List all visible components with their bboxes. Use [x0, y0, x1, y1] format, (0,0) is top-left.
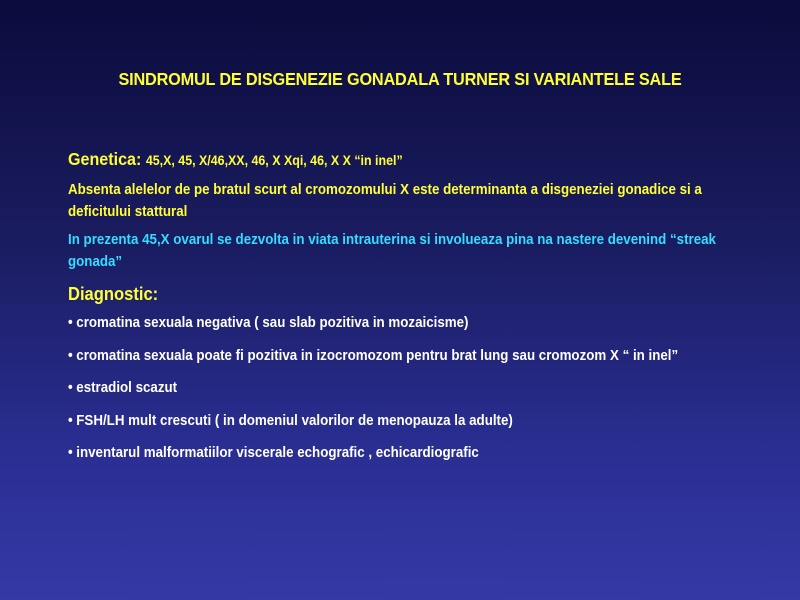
bullet-icon: •: [68, 315, 73, 331]
diagnostic-item: [68, 313, 767, 333]
genetica-line: [68, 147, 767, 173]
alele-paragraph: Absenta alelelor de pe bratul scurt al cromozomului X este determinanta a disgeneziei gonadice si a deficitului stattural: [68, 182, 702, 220]
slide-content: [68, 147, 768, 476]
diagnostic-item: [68, 443, 767, 463]
diagnostic-item: [68, 411, 767, 431]
diagnostic-item-text: cromatina sexuala poate fi pozitiva in izocromozom pentru brat lung sau cromozom X “ in inel”: [76, 347, 679, 364]
streak-gonada-paragraph: In prezenta 45,X ovarul se dezvolta in viata intrauterina si involueaza pina na nastere devenind “streak gonada”: [68, 232, 716, 270]
slide-title: SINDROMUL DE DISGENEZIE GONADALA TURNER SI VARIANTELE SALE: [118, 69, 682, 89]
diagnostic-heading: Diagnostic:: [68, 284, 159, 304]
bullet-icon: •: [68, 445, 73, 461]
diagnostic-item-text: inventarul malformatiilor viscerale echografic , echicardiografic: [76, 445, 479, 461]
diagnostic-item: [68, 378, 767, 398]
genetica-label: Genetica:: [68, 149, 142, 169]
diagnostic-item: [68, 346, 767, 366]
bullet-icon: •: [68, 347, 73, 364]
diagnostic-item-text: FSH/LH mult crescuti ( in domeniul valorilor de menopauza la adulte): [76, 412, 513, 429]
diagnostic-item-text: estradiol scazut: [76, 380, 178, 396]
diagnostic-item-text: cromatina sexuala negativa ( sau slab pozitiva in mozaicisme): [76, 315, 469, 331]
content-block: [68, 147, 767, 463]
genetica-values: 45,X, 45, X/46,XX, 46, X Xqi, 46, X X “in inel”: [145, 153, 403, 168]
diagnostic-list: [68, 313, 767, 463]
bullet-icon: •: [68, 412, 73, 429]
bullet-icon: •: [68, 380, 73, 396]
